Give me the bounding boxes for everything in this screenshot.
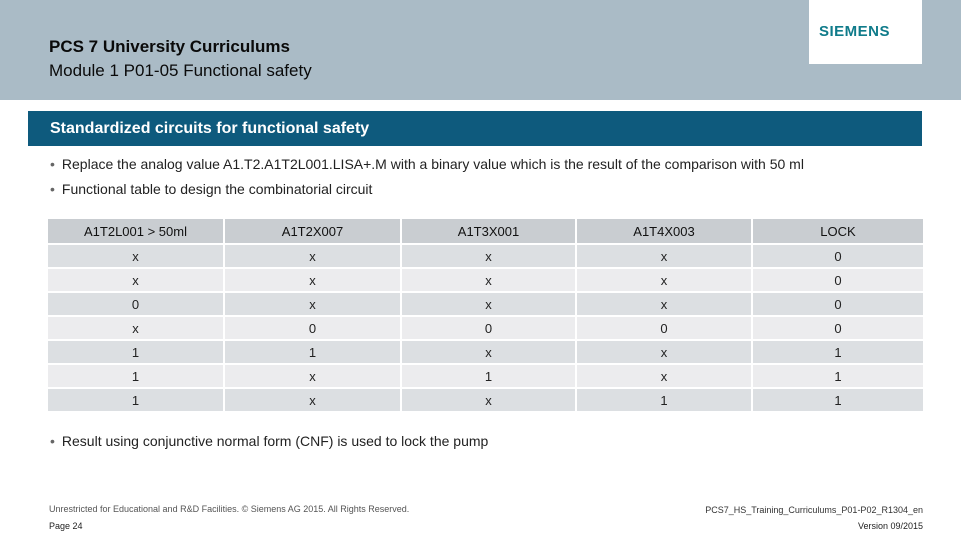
column-header: A1T2L001 > 50ml: [48, 219, 224, 244]
table-cell: x: [401, 268, 576, 292]
table-cell: 1: [576, 388, 752, 412]
table-cell: x: [401, 292, 576, 316]
table-cell: 0: [224, 316, 401, 340]
table-row: [48, 316, 923, 340]
siemens-logo: SIEMENS: [819, 23, 891, 40]
table-cell: x: [224, 292, 401, 316]
table-cell: 1: [224, 340, 401, 364]
bullet-item: [50, 181, 372, 197]
table-cell: 1: [48, 340, 224, 364]
table-cell: x: [576, 364, 752, 388]
table-cell: x: [224, 388, 401, 412]
bullet-item: [50, 433, 488, 449]
copyright-notice: Unrestricted for Educational and R&D Facilities. © Siemens AG 2015. All Rights Reserved.: [49, 504, 410, 514]
bullet-text: Functional table to design the combinatorial circuit: [61, 181, 373, 197]
table-row: [48, 268, 923, 292]
table-header-row: [48, 219, 923, 244]
table-row: [48, 364, 923, 388]
table-cell: x: [48, 316, 224, 340]
column-header: LOCK: [752, 219, 923, 244]
bullet-item: [50, 156, 804, 172]
table-cell: 0: [401, 316, 576, 340]
table-cell: 1: [48, 388, 224, 412]
table-cell: 1: [752, 364, 923, 388]
table-cell: 0: [752, 292, 923, 316]
table-row: [48, 292, 923, 316]
table-cell: 0: [48, 292, 224, 316]
bullet-icon: •: [50, 156, 55, 172]
table-cell: x: [576, 340, 752, 364]
section-title: Standardized circuits for functional safety: [50, 120, 370, 137]
table-cell: 0: [576, 316, 752, 340]
table-cell: 1: [752, 340, 923, 364]
table-cell: x: [401, 340, 576, 364]
table-cell: x: [224, 364, 401, 388]
page-number: Page 24: [49, 521, 83, 531]
header-bar: [0, 0, 961, 100]
version-label: Version 09/2015: [857, 521, 923, 531]
table-cell: x: [576, 292, 752, 316]
table-cell: 1: [48, 364, 224, 388]
table-cell: 0: [752, 316, 923, 340]
table-cell: x: [48, 244, 224, 268]
table-cell: x: [576, 268, 752, 292]
page-title: PCS 7 University Curriculums: [49, 37, 290, 56]
table-cell: 0: [752, 244, 923, 268]
functional-table: [48, 219, 923, 413]
document-id: PCS7_HS_Training_Curriculums_P01-P02_R1304_en: [705, 505, 923, 515]
table-row: [48, 244, 923, 268]
table-cell: x: [224, 268, 401, 292]
logo-area: [809, 0, 922, 64]
table-cell: x: [576, 244, 752, 268]
table-cell: 0: [752, 268, 923, 292]
column-header: A1T2X007: [224, 219, 401, 244]
column-header: A1T3X001: [401, 219, 576, 244]
table-row: [48, 388, 923, 412]
table-row: [48, 340, 923, 364]
bullet-icon: •: [50, 433, 55, 449]
section-banner: [28, 111, 922, 146]
bullet-text: Result using conjunctive normal form (CNF) is used to lock the pump: [61, 433, 489, 449]
column-header: A1T4X003: [576, 219, 752, 244]
page-subtitle: Module 1 P01-05 Functional safety: [49, 61, 312, 80]
table-cell: 1: [752, 388, 923, 412]
table-cell: 1: [401, 364, 576, 388]
table-cell: x: [48, 268, 224, 292]
bullet-text: Replace the analog value A1.T2.A1T2L001.LISA+.M with a binary value which is the result of the comparison with 50 ml: [61, 156, 804, 172]
table-cell: x: [224, 244, 401, 268]
table-cell: x: [401, 244, 576, 268]
bullet-icon: •: [50, 181, 55, 197]
table-cell: x: [401, 388, 576, 412]
